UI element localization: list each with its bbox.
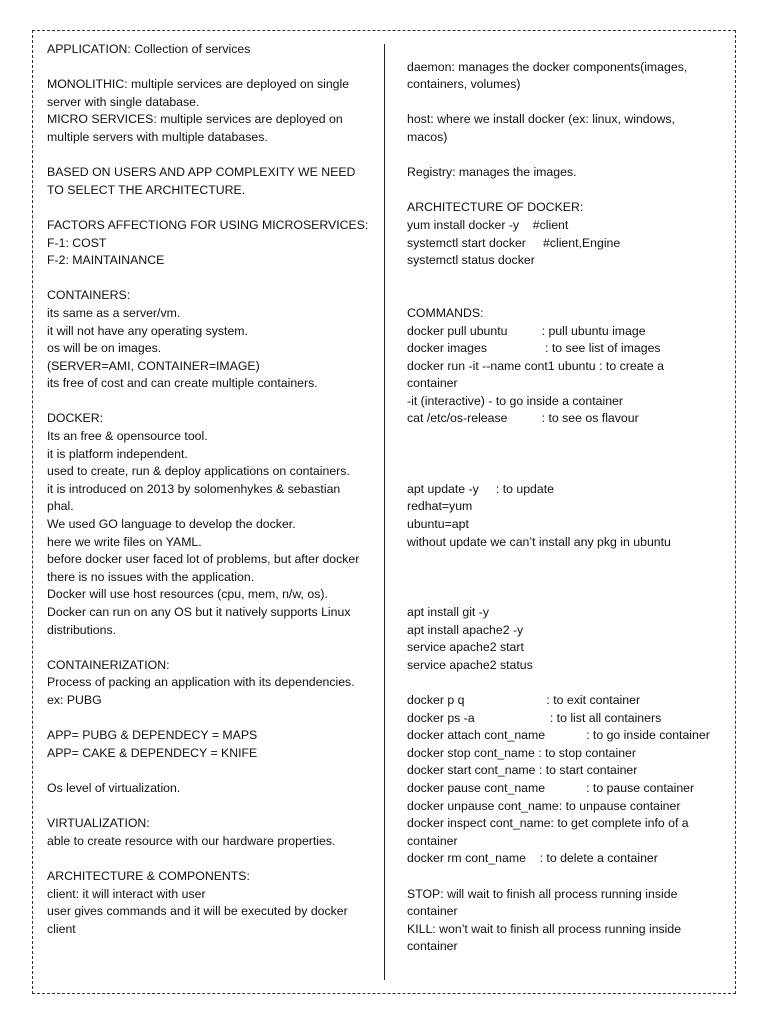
blank-line <box>407 147 717 165</box>
text-line: APP= CAKE & DEPENDECY = KNIFE <box>47 745 258 760</box>
text-line: APP= PUBG & DEPENDECY = MAPS <box>47 728 258 743</box>
text-line: used to create, run & deploy applications on containers. <box>47 464 350 479</box>
blank-line <box>47 762 369 780</box>
text-line: We used GO language to develop the docker. <box>47 517 296 532</box>
text-line: it is platform independent. <box>47 446 188 461</box>
blank-line <box>47 639 369 657</box>
text-line: apt install apache2 -y <box>407 622 524 637</box>
text-line: os will be on images. <box>47 341 162 356</box>
blank-line <box>407 463 717 481</box>
text-line: (SERVER=AMI, CONTAINER=IMAGE) <box>47 358 260 373</box>
text-line: docker unpause cont_name: to unpause container <box>407 798 681 813</box>
text-line: CONTAINERIZATION: <box>47 657 170 672</box>
blank-line <box>47 270 369 288</box>
blank-line <box>407 551 717 569</box>
blank-line <box>47 59 369 77</box>
blank-line <box>407 674 717 692</box>
blank-line <box>407 428 717 446</box>
text-line: ex: PUBG <box>47 692 102 707</box>
text-line: Docker can run on any OS but it natively supports Linux distributions. <box>47 605 354 637</box>
blank-line <box>47 147 369 165</box>
text-line: MONOLITHIC: multiple services are deployed on single server with single database. <box>47 77 353 109</box>
text-line: ubuntu=apt <box>407 517 469 532</box>
blank-line <box>47 199 369 217</box>
blank-line <box>407 182 717 200</box>
blank-line <box>407 569 717 587</box>
text-line: systemctl status docker <box>407 253 535 268</box>
text-line: cat /etc/os-release : to see os flavour <box>407 411 639 426</box>
text-line: STOP: will wait to finish all process running inside container <box>407 886 681 919</box>
blank-line <box>47 393 369 411</box>
text-line: CONTAINERS: <box>47 288 131 303</box>
text-line: KILL: won’t wait to finish all process running inside container <box>407 921 685 954</box>
text-line: systemctl start docker #client,Engine <box>407 235 621 250</box>
text-line: COMMANDS: <box>407 305 484 320</box>
text-line: client: it will interact with user <box>47 886 206 901</box>
text-line: docker start cont_name : to start container <box>407 763 638 778</box>
blank-line <box>407 270 717 288</box>
text-line: FACTORS AFFECTIONG FOR USING MICROSERVICES: <box>47 217 369 232</box>
text-line: Docker will use host resources (cpu, mem, n/w, os). <box>47 587 328 602</box>
text-line: Os level of virtualization. <box>47 780 181 795</box>
text-line: docker p q : to exit container <box>407 692 641 707</box>
blank-line <box>407 446 717 464</box>
blank-line <box>407 287 717 305</box>
text-line: Process of packing an application with its dependencies. <box>47 675 355 690</box>
text-line: APPLICATION: Collection of services <box>47 42 251 56</box>
text-line: docker images : to see list of images <box>407 341 661 356</box>
text-line: able to create resource with our hardware properties. <box>47 833 336 848</box>
text-line: daemon: manages the docker components(images, containers, volumes) <box>407 59 691 92</box>
text-line: it is introduced on 2013 by solomenhykes & sebastian phal. <box>47 481 344 514</box>
text-line: docker inspect cont_name: to get complete info of a container <box>407 816 693 848</box>
text-line: redhat=yum <box>407 499 473 514</box>
text-line: ARCHITECTURE OF DOCKER: <box>407 200 584 215</box>
text-line: yum install docker -y #client <box>407 217 569 232</box>
text-line: MICRO SERVICES: multiple services are deployed on multiple servers with multiple databases. <box>47 112 347 144</box>
blank-line <box>47 850 369 868</box>
text-line: before docker user faced lot of problems, but after docker there is no issues with the application. <box>47 552 363 584</box>
text-line: apt install git -y <box>407 605 490 619</box>
text-line: BASED ON USERS AND APP COMPLEXITY WE NEED TO SELECT THE ARCHITECTURE. <box>47 165 359 197</box>
text-line: F-1: COST <box>47 235 107 250</box>
text-line: docker pause cont_name : to pause container <box>407 780 695 795</box>
text-line: Registry: manages the images. <box>407 165 577 180</box>
text-line: without update we can’t install any pkg in ubuntu <box>407 534 671 549</box>
text-line: it will not have any operating system. <box>47 323 248 338</box>
text-line: ARCHITECTURE & COMPONENTS: <box>47 868 250 883</box>
text-line: its free of cost and can create multiple containers. <box>47 376 318 391</box>
text-line: -it (interactive) - to go inside a container <box>407 393 623 408</box>
text-line: docker rm cont_name : to delete a container <box>407 851 658 866</box>
blank-line <box>407 94 717 112</box>
column-divider <box>384 44 385 980</box>
text-line: VIRTUALIZATION: <box>47 816 150 831</box>
blank-line <box>407 586 717 604</box>
text-line: docker run -it --name cont1 ubuntu : to create a container <box>407 358 668 391</box>
blank-line <box>407 41 717 59</box>
right-column <box>407 41 717 956</box>
text-line: Its an free & opensource tool. <box>47 429 208 444</box>
blank-line <box>407 868 717 886</box>
text-line: apt update -y : to update <box>407 481 554 496</box>
text-line: service apache2 start <box>407 640 524 655</box>
text-line: docker pull ubuntu : pull ubuntu image <box>407 323 646 338</box>
blank-line <box>47 710 369 728</box>
text-line: F-2: MAINTAINANCE <box>47 253 165 268</box>
text-line: service apache2 status <box>407 657 533 672</box>
text-line: here we write files on YAML. <box>47 534 202 549</box>
text-line: its same as a server/vm. <box>47 305 181 320</box>
text-line: docker stop cont_name : to stop container <box>407 745 636 760</box>
text-line: docker attach cont_name : to go inside container <box>407 728 710 743</box>
text-line: DOCKER: <box>47 411 104 426</box>
left-column <box>47 41 369 938</box>
blank-line <box>47 798 369 816</box>
text-line: user gives commands and it will be executed by docker client <box>47 904 352 936</box>
text-line: host: where we install docker (ex: linux, windows, macos) <box>407 112 679 144</box>
text-line: docker ps -a : to list all containers <box>407 710 662 725</box>
